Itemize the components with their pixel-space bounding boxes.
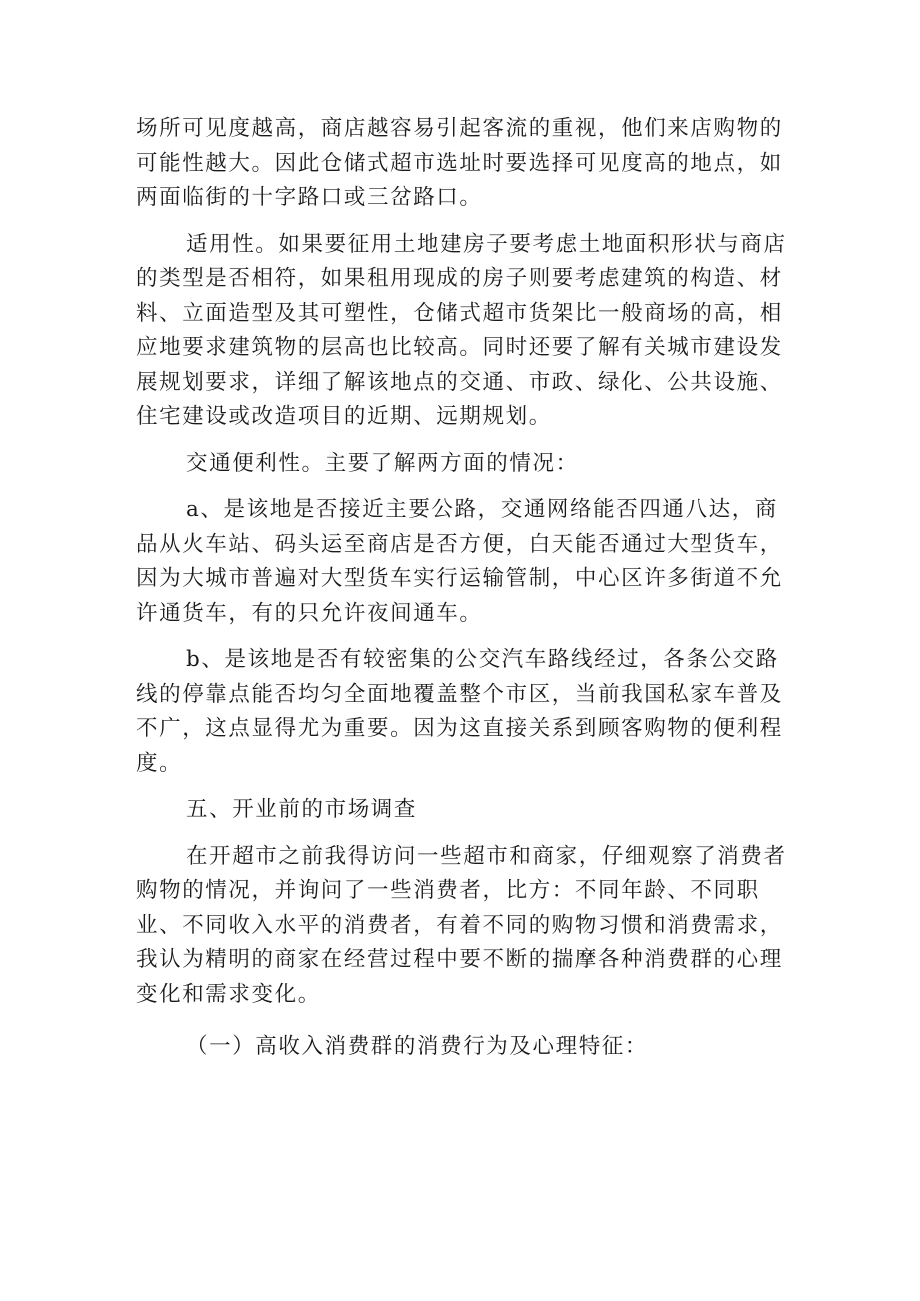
paragraph-traffic-convenience: 交通便利性。主要了解两方面的情况： [186,450,579,476]
paragraph-item-a: a、是该地是否接近主要公路，交通网络能否四通八达，商品从火车站、码头运至商店是否方便，白天能否通过大型货车，因为大城市普遍对大型货车实行运输管制，中心区许多街道不允许通货车，有的只允许夜间通车。 [136,497,783,626]
paragraph-item-b: b、是该地是否有较密集的公交汽车路线经过，各条公交路线的停靠点能否均匀全面地覆盖整个市区，当前我国私家车普及不广，这点显得尤为重要。因为这直接关系到顾客购物的便利程度。 [136,647,783,776]
paragraph-suitability: 适用性。如果要征用土地建房子要考虑土地面积形状与商店的类型是否相符，如果租用现成的房子则要考虑建筑的构造、材料、立面造型及其可塑性，仓储式超市货架比一般商场的高，相应地要求建筑物的层高也比较高。同时还要了解有关城市建设发展规划要求，详细了解该地点的交通、市政、绿化、公共设施、住宅建设或改造项目的近期、远期规划。 [136,231,787,429]
section-heading-market-survey: 五、开业前的市场调查 [186,797,418,822]
paragraph-market-survey: 在开超市之前我得访问一些超市和商家，仔细观察了消费者购物的情况，并询问了一些消费者，比方：不同年龄、不同职业、不同收入水平的消费者，有着不同的购物习惯和消费需求，我认为精明的商家在经营过程中要不断的揣摩各种消费群的心理变化和需求变化。 [136,843,787,1007]
paragraph-visibility-continued: 场所可见度越高，商店越容易引起客流的重视，他们来店购物的可能性越大。因此仓储式超市选址时要选择可见度高的地点，如两面临街的十字路口或三岔路口。 [136,116,783,210]
document-body [136,112,792,1077]
subheading-high-income: （一）高收入消费群的消费行为及心理特征： [186,1034,649,1059]
